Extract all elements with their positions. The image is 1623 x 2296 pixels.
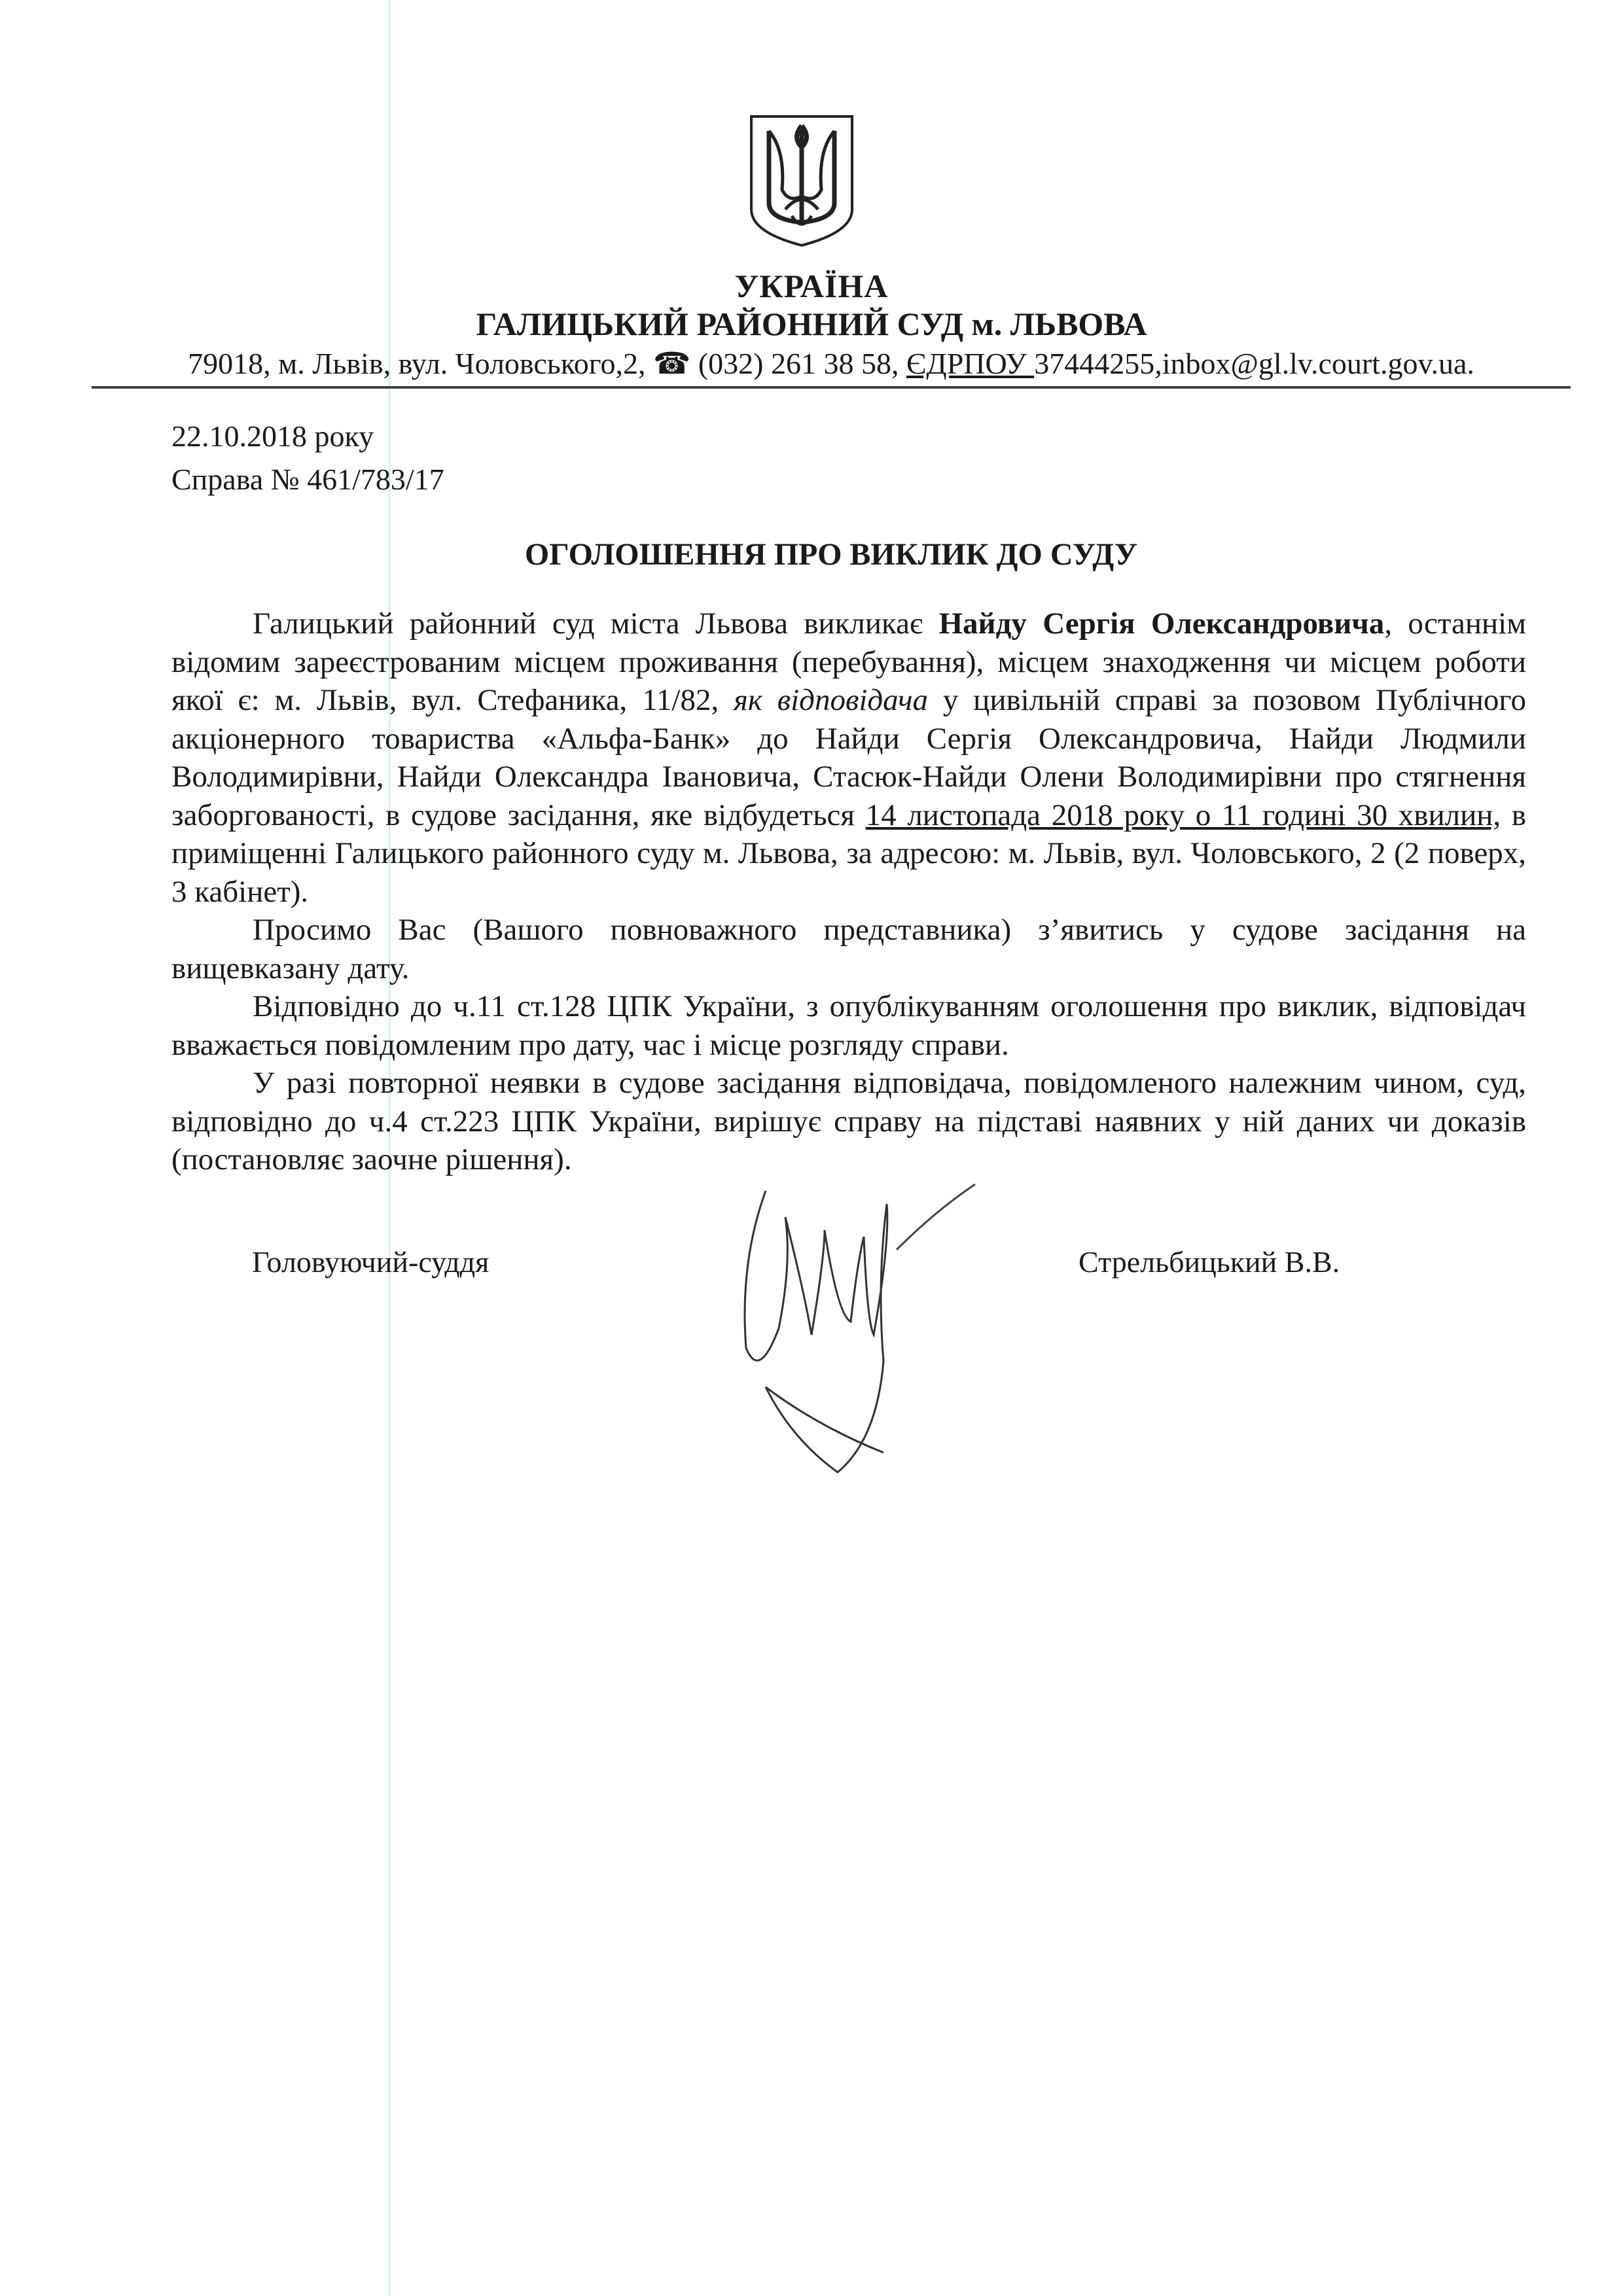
defendant-name: Найду Сергія Олександровича xyxy=(938,607,1385,641)
paragraph-default-judgment: У разі повторної неявки в судове засідання відповідача, повідомленого належним чином, суд, відповідно до ч.4 ст.223 ЦПК України, вирішує справу на підставі наявних у ній даних чи доказів (постановляє заочне рішення). xyxy=(171,1066,1526,1176)
header-divider xyxy=(92,386,1571,389)
text: у цивільній справі за позовом Публічного акціонерного товариства «Альфа-Банк» до Найди Сергія Олександровича, Найди Людмили Володимирівни, Найди Олександра Івановича, Стасюк-Найди Олени Володимирівни про стягнення заборгованості, в судове засідання, яке відбудеться xyxy=(171,683,1527,832)
case-number: Справа № 461/783/17 xyxy=(171,463,444,496)
hearing-datetime: 14 листопада 2018 року о 11 годині 30 хвилин, xyxy=(865,798,1501,832)
coat-of-arms-trident-icon xyxy=(746,111,857,249)
edrpou-and-email: 37444255,inbox@gl.lv.court.gov.ua. xyxy=(1034,347,1474,380)
court-heading: ГАЛИЦЬКИЙ РАЙОННИЙ СУД м. ЛЬВОВА xyxy=(476,306,1147,342)
handwritten-signature xyxy=(726,1165,988,1485)
court-contact-line xyxy=(92,345,1571,381)
court-phone: (032) 261 38 58, xyxy=(698,347,906,380)
judge-position: Головуючий-суддя xyxy=(252,1245,490,1279)
telephone-icon: ☎ xyxy=(653,347,698,380)
paragraph-notice: Відповідно до ч.11 ст.128 ЦПК України, з опублікуванням оголошення про виклик, відповідач вважається повідомленим про дату, час і місце розгляду справи. xyxy=(171,989,1526,1062)
judge-name: Стрельбицький В.В. xyxy=(1079,1245,1340,1279)
edrpou-label: ЄДРПОУ xyxy=(906,347,1035,380)
document-date: 22.10.2018 року xyxy=(171,419,374,453)
document-title: ОГОЛОШЕННЯ ПРО ВИКЛИК ДО СУДУ xyxy=(524,537,1138,572)
defendant-role: як відповідача xyxy=(734,683,928,717)
text: в приміщенні Галицького районного суду м. Львова, за адресою: м. Львів, вул. Чоловського, 2 (2 поверх, 3 кабінет). xyxy=(171,798,1527,909)
paragraph-request: Просимо Вас (Вашого повноважного представника) з’явитись у судове засідання на вищевказану дату. xyxy=(171,913,1526,985)
court-address: 79018, м. Львів, вул. Чоловського,2, xyxy=(188,347,654,380)
country-heading: УКРАЇНА xyxy=(734,268,889,304)
text: Галицький районний суд міста Львова викликає xyxy=(253,607,939,641)
document-body xyxy=(171,605,1526,1179)
paragraph-summons xyxy=(171,605,1526,911)
text: , останнім відомим зареєстрованим місцем проживання (перебування), місцем знаходження чи місцем роботи якої є: м. Львів, вул. Стефаника, 11/82, xyxy=(171,607,1526,717)
